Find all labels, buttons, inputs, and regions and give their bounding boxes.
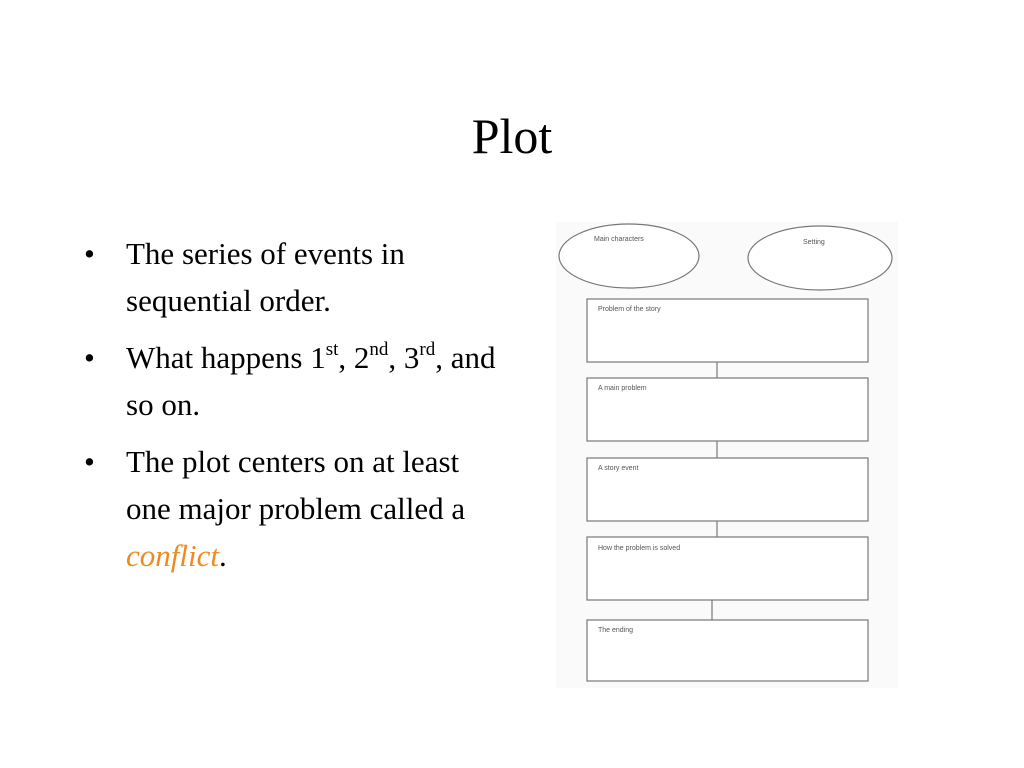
bullet-text-part: . (218, 538, 227, 573)
bullet-text-part: , and so on. (126, 340, 496, 422)
plot-graphic-organizer (556, 222, 898, 688)
organizer-label: A main problem (598, 385, 647, 392)
bullet-text: The series of events in sequential order. (126, 236, 405, 318)
organizer-label: Problem of the story (598, 306, 661, 313)
organizer-background (556, 222, 898, 688)
bullet-text-part: , 2 (338, 340, 370, 375)
ordinal-suffix: nd (369, 338, 389, 360)
conflict-term: conflict (126, 538, 219, 573)
organizer-diagram (556, 222, 898, 688)
bullet-marker: • (84, 236, 95, 271)
bullet-item (84, 438, 504, 579)
organizer-label: The ending (598, 627, 634, 634)
organizer-label: A story event (598, 465, 639, 472)
characters-oval (559, 224, 699, 288)
bullet-item (84, 230, 504, 324)
organizer-label: Setting (803, 239, 825, 246)
slide-title: Plot (471, 108, 553, 164)
ordinal-suffix: rd (419, 338, 436, 360)
bullet-item (84, 334, 504, 428)
setting-oval (748, 226, 892, 290)
organizer-label: How the problem is solved (598, 545, 681, 552)
bullet-list (84, 230, 504, 589)
bullet-text-part: , 3 (388, 340, 420, 375)
bullet-text-part: The plot centers on at least one major problem called a (126, 444, 466, 526)
bullet-text-part: What happens 1 (126, 340, 326, 375)
organizer-label: Main characters (594, 236, 644, 243)
ordinal-suffix: st (325, 338, 339, 360)
bullet-marker: • (84, 444, 95, 479)
bullet-marker: • (84, 340, 95, 375)
